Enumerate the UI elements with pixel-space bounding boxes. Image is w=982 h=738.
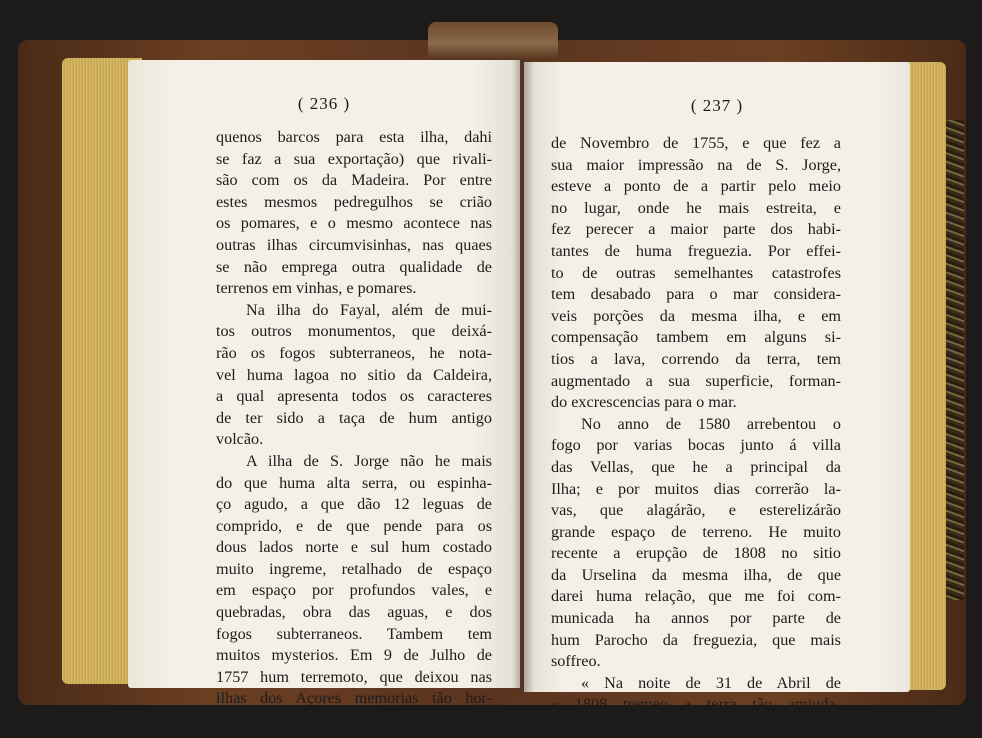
text-line: rorosas como em Portugal o do 1.° [216, 711, 492, 730]
text-line: se não emprega outra qualidade de [216, 257, 492, 276]
text-line: darei huma relação, que me foi com- [551, 587, 841, 606]
text-line: sua maior impressão na de S. Jorge, [551, 155, 841, 174]
text-line: ilhas dos Açores memorias tão hor- [216, 689, 492, 708]
text-line: tantes de huma freguezia. Por effei- [551, 241, 841, 260]
text-line: tos outros monumentos, que deixá- [216, 322, 492, 341]
text-line: to de outras semelhantes catastrofes [551, 263, 841, 282]
page-number-left: ( 236 ) [297, 94, 351, 113]
text-line: municada ha annos por parte de [551, 609, 841, 628]
text-line: das Vellas, que he a principal da [551, 457, 841, 476]
text-line: muitos mysterios. Em 9 de Julho de [216, 646, 492, 665]
text-line: recente a erupção de 1808 no sitio [551, 544, 841, 563]
text-line: dous lados norte e sul hum costado [216, 538, 492, 557]
text-line: No anno de 1580 arrebentou o [581, 414, 841, 433]
marbled-edge [946, 120, 964, 600]
text-line: « Na noite de 31 de Abril de [581, 673, 841, 692]
text-line: terrenos em vinhas, e pomares. [216, 279, 417, 298]
text-line: fogos subterraneos. Tambem tem [216, 624, 492, 643]
text-line: Ilha; e por muitos dias correrão la- [551, 479, 841, 498]
text-line: esteve a ponto de a partir pelo meio [551, 177, 841, 196]
text-line: 1757 hum terremoto, que deixou nas [216, 667, 492, 686]
page-edges-right [904, 62, 946, 690]
text-line: do excrescencias para o mar. [551, 393, 737, 412]
text-line: Na ilha do Fayal, além de mui- [246, 300, 492, 319]
text-line: muito ingreme, retalhado de espaço [216, 559, 492, 578]
text-line: quenos barcos para esta ilha, dahi [216, 128, 492, 146]
text-line: quebradas, obra das aguas, e dos [216, 603, 492, 622]
text-line: estes mesmos pedregulhos se crião [216, 192, 492, 211]
text-line: de ter sido a taça de hum antigo [216, 408, 492, 427]
text-line: tem desabado para o mar considera- [551, 285, 841, 304]
text-line: grande espaço de terreno. He muito [551, 522, 841, 541]
text-line: a qual apresenta todos os caracteres [216, 387, 492, 406]
book-spine [428, 22, 558, 58]
text-line: hum Parocho da freguezia, que mais [551, 630, 841, 649]
text-line: de Novembro de 1755, e que fez a [551, 134, 841, 152]
left-page-text [216, 127, 492, 732]
text-line: veis porções da mesma ilha, e em [551, 306, 841, 325]
text-line: volcão. [216, 430, 264, 449]
text-line: se faz a sua exportação) que rivali- [216, 149, 492, 168]
text-line: vel huma lagoa no sitio da Caldeira, [216, 365, 492, 384]
text-line: compensação tambem em alguns si- [551, 328, 841, 347]
text-line: do que huma alta serra, ou espinha- [216, 473, 492, 492]
text-line: tios a lava, correndo da terra, tem [551, 349, 841, 368]
text-line: « 1808 tremeo a terra tão amiuda- [551, 695, 841, 714]
book-gutter [512, 60, 534, 692]
text-line: outras ilhas circumvisinhas, nas quaes [216, 235, 492, 254]
right-page-text [551, 133, 841, 738]
text-line: augmentado a sua superficie, forman- [551, 371, 841, 390]
text-line: fez perecer a maior parte dos habi- [551, 220, 841, 239]
page-number-right: ( 237 ) [690, 96, 744, 115]
text-line: em espaço por profundos vales, e [216, 581, 492, 600]
text-line: ço agudo, a que dão 12 leguas de [216, 495, 492, 514]
text-line: os pomares, e o mesmo acontece nas [216, 214, 492, 233]
text-line: vas, que alagárão, e esterelizárão [551, 501, 841, 520]
left-page [128, 60, 520, 730]
text-line: A ilha de S. Jorge não he mais [246, 451, 492, 470]
text-line: rão os fogos subterraneos, he nota- [216, 343, 492, 362]
right-page [524, 62, 910, 736]
text-line: soffreo. [551, 652, 601, 671]
text-line: no lugar, onde he mais estreita, e [551, 198, 841, 217]
text-line: fogo por varias bocas junto á villa [551, 436, 841, 455]
text-line: comprido, e de que pende para os [216, 516, 492, 535]
text-line: « damente, que se contavão 8 tre- [551, 717, 841, 736]
text-line: da Urselina da mesma ilha, de que [551, 565, 841, 584]
text-line: são com os da Madeira. Por entre [216, 171, 492, 190]
